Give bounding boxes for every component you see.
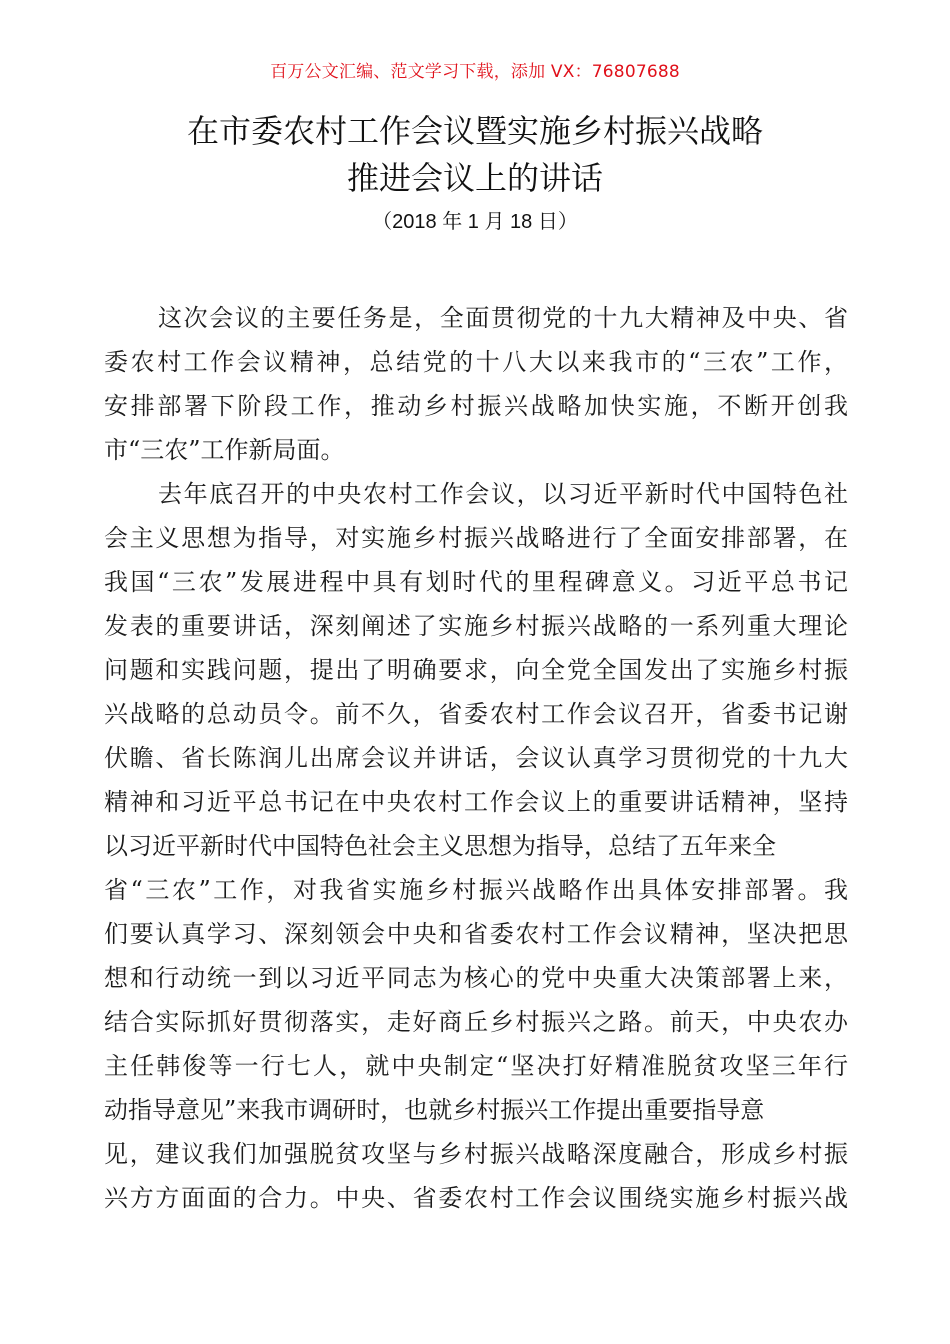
text-line: 见，建议我们加强脱贫攻坚与乡村振兴战略深度融合，形成乡村振 <box>104 1140 848 1168</box>
text-line: 结合实际抓好贯彻落实，走好商丘乡村振兴之路。前天，中央农办 <box>104 1008 848 1036</box>
text-line: 我国“三农”发展进程中具有划时代的里程碑意义。习近平总书记 <box>104 568 848 596</box>
text-line: 会主义思想为指导，对实施乡村振兴战略进行了全面安排部署，在 <box>104 524 848 552</box>
text-line: 发表的重要讲话，深刻阐述了实施乡村振兴战略的一系列重大理论 <box>104 612 848 640</box>
text-line: 想和行动统一到以习近平同志为核心的党中央重大决策部署上来， <box>104 964 848 992</box>
text-line: 省“三农”工作，对我省实施乡村振兴战略作出具体安排部署。我 <box>104 876 848 904</box>
text-line: 去年底召开的中央农村工作会议，以习近平新时代中国特色社 <box>158 480 848 508</box>
text-line: 伏瞻、省长陈润儿出席会议并讲话，会议认真学习贯彻党的十九大 <box>104 744 848 772</box>
document-title-line-1: 在市委农村工作会议暨实施乡村振兴战略 <box>186 112 763 150</box>
text-line: 主任韩俊等一行七人，就中央制定“坚决打好精准脱贫攻坚三年行 <box>104 1052 848 1080</box>
text-line: 兴战略的总动员令。前不久，省委农村工作会议召开，省委书记谢 <box>104 700 848 728</box>
paragraph-1 <box>104 296 848 472</box>
document-title-line-2: 推进会议上的讲话 <box>346 159 603 197</box>
watermark-banner: 百万公文汇编、范文学习下载，添加 VX：76807688 <box>270 62 680 82</box>
document-body <box>104 296 848 1220</box>
text-line: 精神和习近平总书记在中央农村工作会议上的重要讲话精神，坚持 <box>104 788 848 816</box>
paragraph-2 <box>104 472 848 1220</box>
text-line: 们要认真学习、深刻领会中央和省委农村工作会议精神，坚决把思 <box>104 920 848 948</box>
document-date: （2018 年 1 月 18 日） <box>372 211 578 233</box>
text-line: 动指导意见”来我市调研时，也就乡村振兴工作提出重要指导意 <box>104 1096 765 1124</box>
text-line: 这次会议的主要任务是，全面贯彻党的十九大精神及中央、省 <box>158 304 848 332</box>
text-line: 委农村工作会议精神，总结党的十八大以来我市的“三农”工作， <box>104 348 848 376</box>
text-line: 问题和实践问题，提出了明确要求，向全党全国发出了实施乡村振 <box>104 656 848 684</box>
text-line: 以习近平新时代中国特色社会主义思想为指导，总结了五年来全 <box>104 832 776 860</box>
text-line: 市“三农”工作新局面。 <box>104 436 345 464</box>
text-line: 安排部署下阶段工作，推动乡村振兴战略加快实施，不断开创我 <box>104 392 848 420</box>
text-line: 兴方方面面的合力。中央、省委农村工作会议围绕实施乡村振兴战 <box>104 1184 848 1212</box>
